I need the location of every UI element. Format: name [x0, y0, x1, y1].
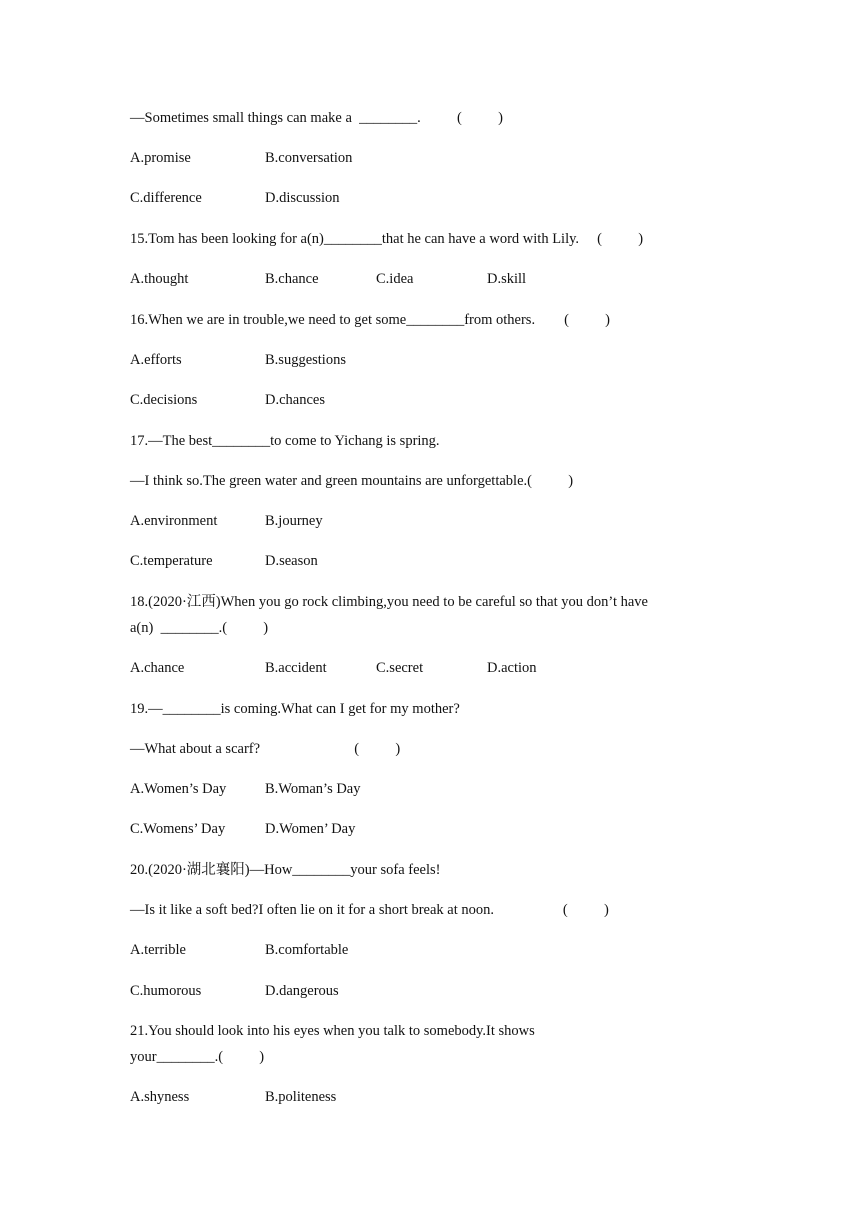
- question-20-line-2: —Is it like a soft bed?I often lie on it for a short break at noon. ( ): [130, 902, 609, 918]
- q14-option-b: B.conversation: [265, 150, 353, 166]
- q17-option-b: B.journey: [265, 513, 323, 529]
- q17-option-c: C.temperature: [130, 553, 213, 569]
- q19-option-d: D.Women’ Day: [265, 821, 356, 837]
- question-19-line-1: 19.—________is coming.What can I get for my mother?: [130, 701, 460, 717]
- question-14-line-1: —Sometimes small things can make a ________. ( ): [130, 110, 503, 126]
- q19-option-b: B.Woman’s Day: [265, 781, 361, 797]
- question-16-line-1: 16.When we are in trouble,we need to get some________from others. ( ): [130, 312, 610, 328]
- q14-option-c: C.difference: [130, 190, 202, 206]
- q21-option-a: A.shyness: [130, 1089, 190, 1105]
- q20-option-d: D.dangerous: [265, 983, 339, 999]
- question-19-line-2: —What about a scarf? ( ): [130, 741, 401, 757]
- q17-option-d: D.season: [265, 553, 318, 569]
- q19-option-a: A.Women’s Day: [130, 781, 227, 797]
- question-17-line-2: —I think so.The green water and green mountains are unforgettable.( ): [130, 473, 574, 489]
- q18-option-c: C.secret: [376, 660, 424, 676]
- q18-option-b: B.accident: [265, 660, 327, 676]
- q15-option-c: C.idea: [376, 271, 414, 287]
- question-21-line-2: your________.( ): [130, 1049, 265, 1065]
- q16-option-a: A.efforts: [130, 352, 182, 368]
- q16-option-c: C.decisions: [130, 392, 198, 408]
- question-18-line-2: a(n) ________.( ): [130, 620, 269, 636]
- q18-option-a: A.chance: [130, 660, 185, 676]
- q17-option-a: A.environment: [130, 513, 218, 529]
- question-21-line-1: 21.You should look into his eyes when you talk to somebody.It shows: [130, 1023, 535, 1039]
- q20-option-a: A.terrible: [130, 942, 186, 958]
- q15-option-a: A.thought: [130, 271, 189, 287]
- q14-option-a: A.promise: [130, 150, 191, 166]
- q18-option-d: D.action: [487, 660, 537, 676]
- q20-option-b: B.comfortable: [265, 942, 349, 958]
- question-17-line-1: 17.—The best________to come to Yichang is spring.: [130, 433, 440, 449]
- q15-option-b: B.chance: [265, 271, 319, 287]
- q15-option-d: D.skill: [487, 271, 527, 287]
- question-20-line-1: 20.(2020·湖北襄阳)—How________your sofa feels!: [130, 862, 441, 878]
- q14-option-d: D.discussion: [265, 190, 340, 206]
- q20-option-c: C.humorous: [130, 983, 202, 999]
- q16-option-b: B.suggestions: [265, 352, 346, 368]
- q16-option-d: D.chances: [265, 392, 325, 408]
- question-15-line-1: 15.Tom has been looking for a(n)________that he can have a word with Lily. ( ): [130, 231, 644, 247]
- q19-option-c: C.Womens’ Day: [130, 821, 226, 837]
- q21-option-b: B.politeness: [265, 1089, 337, 1105]
- question-18-line-1: 18.(2020·江西)When you go rock climbing,you need to be careful so that you don’t have: [130, 594, 648, 610]
